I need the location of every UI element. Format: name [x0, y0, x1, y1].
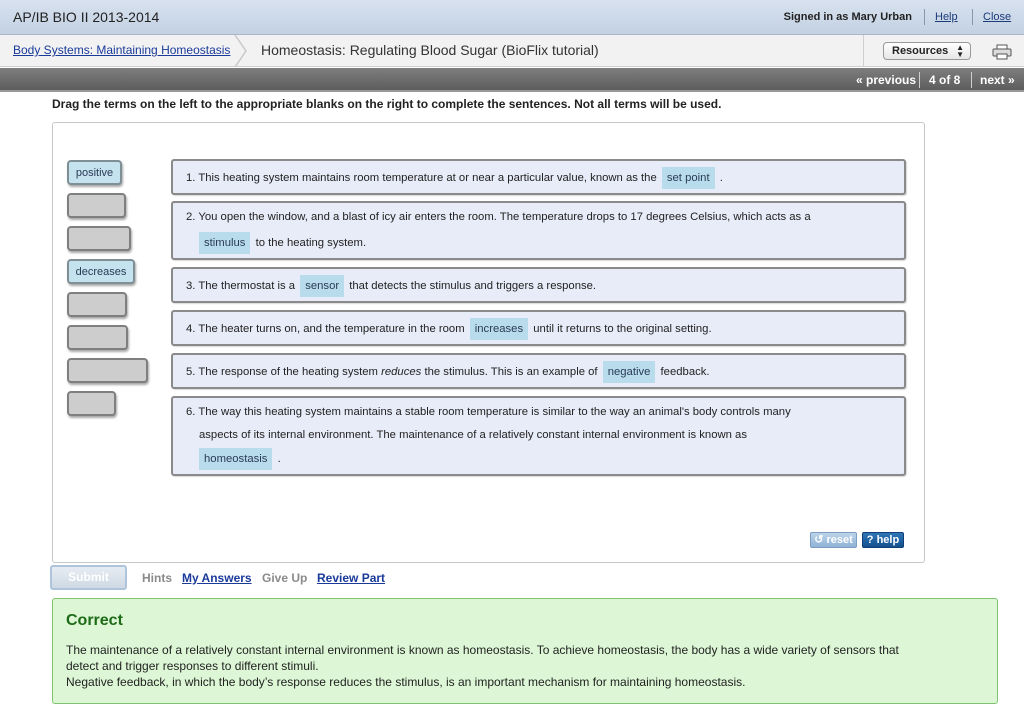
sentence-text: the stimulus. This is an example of	[424, 366, 598, 378]
submit-button[interactable]: Submit	[50, 565, 127, 590]
answer-chip[interactable]: increases	[470, 318, 528, 340]
sentence-1	[171, 159, 906, 195]
sentence-4	[171, 310, 906, 346]
sentence-text: The heater turns on, and the temperature in the room	[198, 323, 465, 335]
sentence-number: 6.	[186, 406, 196, 418]
divider	[924, 9, 925, 25]
sentence-text: This heating system maintains room temperature at or near a particular value, known as the	[198, 172, 657, 184]
signed-in-label: Signed in as Mary Urban	[783, 11, 912, 23]
top-bar	[0, 0, 1024, 35]
sentence-2	[171, 201, 906, 260]
feedback-text: Negative feedback, in which the body’s response reduces the stimulus, is an important mechanism for maintaining homeostasis.	[66, 675, 746, 689]
term-slot-empty	[67, 226, 131, 251]
sentence-text: to the heating system.	[255, 237, 367, 249]
pager-bar	[0, 68, 1024, 92]
sentence-number: 5.	[186, 366, 196, 378]
next-link[interactable]: next »	[980, 73, 1015, 87]
term-slot-empty	[67, 325, 128, 350]
previous-link[interactable]: « previous	[856, 73, 917, 87]
panel-help-button[interactable]: ? help	[862, 532, 904, 548]
sentence-text: until it returns to the original setting.	[533, 323, 712, 335]
divider	[972, 9, 973, 25]
breadcrumb-chevron-icon	[234, 35, 248, 67]
term-slot-empty	[67, 193, 126, 218]
sentence-3	[171, 267, 906, 303]
reset-icon: ↺	[814, 534, 824, 546]
reset-button[interactable]	[810, 532, 857, 548]
sentence-text: .	[719, 172, 723, 184]
close-link[interactable]: Close	[983, 11, 1012, 23]
sentence-number: 2.	[186, 211, 196, 223]
sentence-text: .	[277, 453, 281, 465]
answer-chip[interactable]: set point	[662, 167, 715, 189]
answer-chip[interactable]: sensor	[300, 275, 344, 297]
sentence-text: aspects of its internal environment. The maintenance of a relatively constant internal environment is known as	[199, 429, 747, 441]
sentence-text: The way this heating system maintains a stable room temperature is similar to the way an animal's body controls many	[198, 406, 791, 418]
breadcrumb-assignment-link[interactable]: Body Systems: Maintaining Homeostasis	[13, 43, 231, 57]
review-part-link[interactable]: Review Part	[317, 571, 386, 585]
sentence-number: 3.	[186, 280, 196, 292]
feedback-box	[52, 598, 998, 704]
term-slot-empty	[67, 292, 127, 317]
course-title: AP/IB BIO II 2013-2014	[13, 9, 160, 25]
help-link[interactable]: Help	[935, 11, 958, 23]
printer-icon[interactable]	[992, 44, 1012, 60]
sentence-5	[171, 353, 906, 389]
sentence-emphasis: reduces	[381, 366, 422, 378]
sentence-text: that detects the stimulus and triggers a response.	[349, 280, 597, 292]
answer-chip[interactable]: negative	[603, 361, 656, 383]
resources-label: Resources	[892, 45, 949, 57]
hints-link[interactable]: Hints	[142, 571, 172, 585]
instructions: Drag the terms on the left to the appropriate blanks on the right to complete the sentences. Not all terms will be used.	[52, 97, 722, 111]
term-slot-empty	[67, 391, 116, 416]
answer-chip[interactable]: homeostasis	[199, 448, 272, 470]
sentence-text: The thermostat is a	[198, 280, 296, 292]
feedback-text: The maintenance of a relatively constant internal environment is known as homeostasis. To achieve homeostasis, the body has a wide variety of sensors that	[66, 643, 899, 657]
breadcrumb	[0, 35, 1024, 67]
term-tile[interactable]: positive	[67, 160, 122, 185]
feedback-text: detect and trigger responses to different stimuli.	[66, 659, 319, 673]
sentence-number: 4.	[186, 323, 196, 335]
divider	[971, 72, 972, 88]
sentence-text: feedback.	[660, 366, 710, 378]
term-tile[interactable]: decreases	[67, 259, 135, 284]
sentence-text: The response of the heating system	[198, 366, 378, 378]
my-answers-link[interactable]: My Answers	[182, 571, 252, 585]
sentence-number: 1.	[186, 172, 196, 184]
reset-label: reset	[826, 534, 853, 546]
resources-select[interactable]	[883, 42, 971, 60]
sentence-text: You open the window, and a blast of icy air enters the room. The temperature drops to 17 degrees Celsius, which acts as a	[198, 211, 811, 223]
divider	[863, 35, 864, 67]
page-title: Homeostasis: Regulating Blood Sugar (BioFlix tutorial)	[261, 42, 599, 58]
feedback-title: Correct	[66, 612, 123, 629]
divider	[919, 72, 920, 88]
give-up-link[interactable]: Give Up	[262, 571, 308, 585]
sentence-6	[171, 396, 906, 476]
updown-arrows-icon: ▲ ▼	[956, 43, 964, 59]
term-slot-empty	[67, 358, 148, 383]
answer-chip[interactable]: stimulus	[199, 232, 250, 254]
page-position: 4 of 8	[929, 73, 961, 87]
